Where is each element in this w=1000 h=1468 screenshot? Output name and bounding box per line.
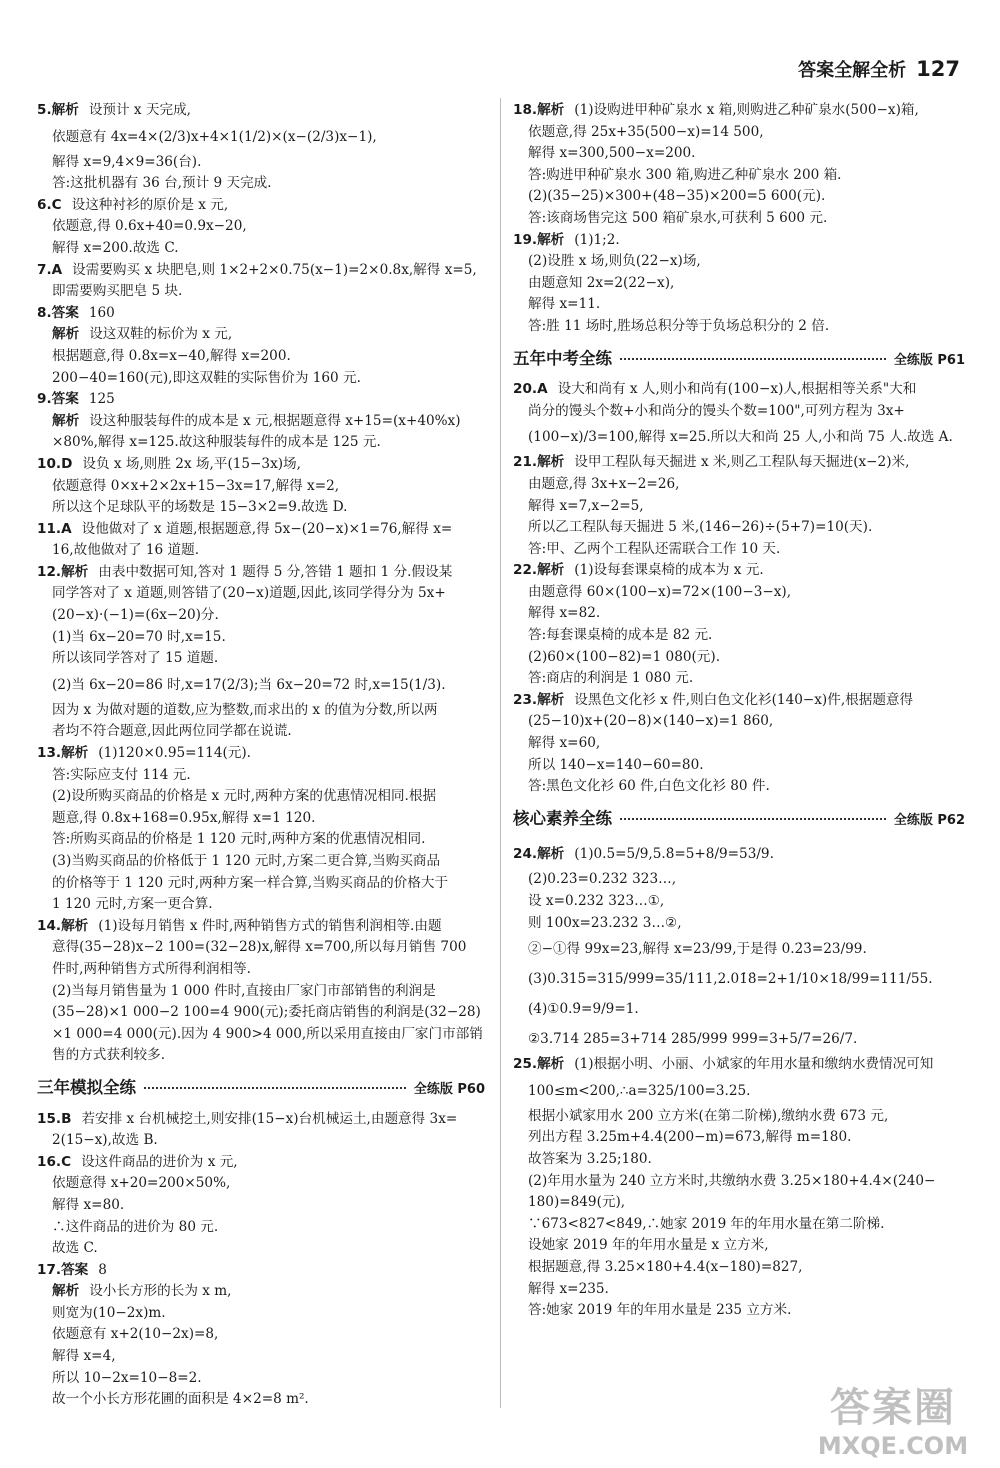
answer-text: 解得 x=9,4×9=36(台). (52, 153, 202, 170)
right-column (513, 100, 965, 1322)
answer-text: ×80%,解得 x=125.故这种服装每件的成本是 125 元. (52, 434, 381, 451)
answer-line (513, 186, 965, 208)
answer-text: (100−x)/3=100,解得 x=25.所以大和尚 25 人,小和尚 75 人.故选 A. (528, 429, 953, 446)
answer-line (37, 540, 485, 562)
answer-text: 设她家 2019 年的年用水量是 x 立方米, (528, 1237, 769, 1254)
answer-text: 设这种服装每件的成本是 x 元,根据题意得 x+15=(x+40%x) (89, 412, 461, 429)
answer-line (513, 582, 965, 604)
dotted-leader (144, 1087, 406, 1089)
answer-text: 则宽为(10−2x)m. (52, 1304, 166, 1321)
answer-text: 答:她家 2019 年的年用水量是 235 立方米. (528, 1302, 792, 1319)
answer-text: 答:该商场售完这 500 箱矿泉水,可获利 5 600 元. (528, 209, 828, 226)
answer-line (513, 913, 965, 935)
answer-text: 设这件商品的进价为 x 元, (81, 1153, 238, 1170)
answer-line (37, 1346, 485, 1368)
answer-line (513, 560, 965, 582)
answer-text: 同学答对了 x 道题,则答错了(20−x)道题,因此,该同学得分为 5x+ (52, 585, 446, 602)
answer-line (37, 808, 485, 830)
answer-text: 答:每套课桌椅的成本是 82 元. (528, 627, 713, 644)
answer-text: 故选 C. (52, 1240, 98, 1257)
answer-line (513, 517, 965, 539)
answer-text: ②−①得 99x=23,解得 x=23/99,于是得 0.2̇3̇=23/99. (528, 941, 867, 958)
answer-line (513, 1106, 965, 1128)
watermark-url: MXQE.COM (817, 1432, 969, 1460)
answer-text: 所以 10−2x=10−8=2. (52, 1369, 202, 1386)
answer-text: 解得 x=82. (528, 605, 601, 622)
answer-text: ×1 000=4 000(元).因为 4 900>4 000,所以采用直接由厂家门市部销 (52, 1025, 483, 1042)
section-title: 五年中考全练 (513, 348, 612, 368)
answer-line (37, 260, 485, 282)
question-label: 13.解析 (37, 745, 89, 762)
answer-text: 尚分的馒头个数+小和尚分的馒头个数=100",可列方程为 3x+ (528, 402, 905, 419)
answer-text: (1)0.5̇=5/9,5.8̇=5+8/9=53/9. (574, 846, 774, 863)
answer-line (37, 1045, 485, 1067)
section-title: 三年模拟全练 (37, 1077, 136, 1097)
section-heading (513, 348, 965, 372)
question-label: 21.解析 (513, 454, 565, 471)
question-label: 14.解析 (37, 917, 89, 934)
answer-line (513, 230, 965, 252)
answer-line (37, 1324, 485, 1346)
answer-text: 故一个小长方形花圃的面积是 4×2=8 m². (52, 1391, 309, 1408)
page-header (798, 56, 960, 82)
answer-line (37, 1281, 485, 1303)
answer-line (37, 122, 485, 152)
answer-text: 答:黑色文化衫 60 件,白色文化衫 80 件. (528, 778, 770, 795)
answer-text: (1)设购进甲种矿泉水 x 箱,则购进乙种矿泉水(500−x)箱, (574, 102, 919, 118)
answer-line (37, 583, 485, 605)
question-label: 19.解析 (513, 231, 565, 248)
answer-line (37, 829, 485, 851)
answer-text: 8 (98, 1261, 107, 1278)
answer-line (513, 1235, 965, 1257)
question-label: 12.解析 (37, 563, 89, 580)
answer-line (37, 851, 485, 873)
section-title: 核心素养全练 (513, 808, 612, 828)
answer-line (37, 100, 485, 122)
answer-line (37, 1173, 485, 1195)
answer-text: 所以乙工程队每天掘进 5 米,(146−26)÷(5+7)=10(天). (528, 519, 873, 536)
answer-line (513, 539, 965, 561)
answer-text: 设负 x 场,则胜 2x 场,平(15−3x)场, (82, 455, 301, 472)
question-label: 22.解析 (513, 562, 565, 579)
question-label: 23.解析 (513, 691, 565, 708)
answer-text: 依题意,得 25x+35(500−x)=14 500, (528, 123, 764, 140)
question-label: 15.B (37, 1110, 72, 1127)
answer-text: 答:所购买商品的价格是 1 120 元时,两种方案的优惠情况相同. (52, 831, 426, 848)
answer-text: (3)当购买商品的价格低于 1 120 元时,方案二更合算,当购买商品 (52, 853, 441, 869)
question-label: 11.A (37, 520, 72, 537)
answer-line (513, 143, 965, 165)
answer-text: 的价格等于 1 120 元时,两种方案一样合算,当购买商品的价格大于 (52, 874, 449, 891)
answer-text: 根据题意,得 0.8x=x−40,解得 x=200. (52, 347, 291, 364)
question-label: 解析 (52, 326, 80, 343)
answer-text: 由题意知 2x=2(22−x), (528, 274, 675, 291)
answer-text: 件时,两种销售方式所得利润相等. (52, 960, 251, 977)
answer-line (37, 743, 485, 765)
answer-line (513, 647, 965, 669)
answer-line (37, 303, 485, 325)
answer-line (513, 165, 965, 187)
answer-line (37, 959, 485, 981)
answer-text: 解得 x=300,500−x=200. (528, 145, 696, 162)
answer-text: (2)60×(100−82)=1 080(元). (528, 648, 721, 665)
answer-text: 设甲工程队每天掘进 x 米,则乙工程队每天掘进(x−2)米, (574, 454, 910, 471)
answer-line (513, 496, 965, 518)
answer-text: 由表中数据可知,答对 1 题得 5 分,答错 1 题扣 1 分.假设某 (98, 563, 453, 580)
dotted-leader (620, 818, 886, 820)
answer-text: 列出方程 3.25m+4.4(200−m)=673,解得 m=180. (528, 1129, 852, 1146)
answer-line (37, 1152, 485, 1174)
answer-line (513, 100, 965, 122)
answer-text: 则 100x=23.232 3…②, (528, 914, 682, 931)
answer-text: 解得 x=4, (52, 1348, 116, 1365)
answer-text: 解得 x=60, (528, 735, 601, 752)
answer-line (513, 1279, 965, 1301)
answer-line (37, 368, 485, 390)
answer-text: 所以 140−x=140−60=80. (528, 756, 704, 773)
answer-text: 答:甲、乙两个工程队还需联合工作 10 天. (528, 540, 781, 557)
answer-line (513, 401, 965, 423)
answer-text: ∴这件商品的进价为 80 元. (52, 1218, 219, 1235)
answer-line (37, 721, 485, 743)
answer-line (37, 454, 485, 476)
question-label: 20.A (513, 381, 548, 398)
answer-text: (2)当每月销售量为 1 000 件时,直接由厂家门市部销售的利润是 (52, 982, 436, 999)
dotted-leader (620, 358, 886, 360)
answer-line (37, 648, 485, 670)
answer-line (37, 1109, 485, 1131)
answer-line (513, 1076, 965, 1106)
question-label: 9.答案 (37, 391, 79, 408)
answer-text: 者均不符合题意,因此两位同学都在说谎. (52, 723, 292, 740)
answer-line (37, 1130, 485, 1152)
header-title: 答案全解全析 (798, 60, 907, 81)
answer-line (513, 1192, 965, 1214)
answer-text: (3)0.3̇15̇=315/999=35/111,2.01̇8̇=2+1/10×18/99=111/55. (528, 971, 933, 988)
answer-line (513, 379, 965, 401)
answer-line (37, 324, 485, 346)
section-heading (513, 808, 965, 832)
answer-text: 180)=849(元), (528, 1194, 626, 1211)
answer-text: (2)年用水量为 240 立方米时,共缴纳水费 3.25×180+4.4×(240− (528, 1172, 936, 1189)
answer-line (513, 1171, 965, 1193)
answer-text: 所以这个足球队平的场数是 15−3×2=9.故选 D. (52, 499, 348, 516)
answer-text: 依题意得 0×x+2×2x+15−3x=17,解得 x=2, (52, 477, 340, 494)
answer-line (513, 964, 965, 994)
section-page-ref: 全练版 P62 (893, 812, 965, 828)
answer-text: 解得 x=7,x−2=5, (528, 497, 644, 514)
answer-text: 设小长方形的长为 x m, (89, 1283, 232, 1300)
answer-line (37, 670, 485, 700)
question-label: 解析 (52, 412, 80, 429)
answer-line (37, 1368, 485, 1390)
answer-text: 售的方式获利较多. (52, 1047, 166, 1064)
answer-text: 依题意得 x+20=200×50%, (52, 1175, 231, 1192)
column-divider (500, 98, 501, 1408)
answer-line (513, 668, 965, 690)
answer-line (513, 891, 965, 913)
answer-line (513, 251, 965, 273)
answer-line (513, 1257, 965, 1279)
answer-text: 解得 x=200.故选 C. (52, 239, 179, 256)
question-label: 16.C (37, 1153, 72, 1170)
answer-text: (4)①0.9̇=9/9=1. (528, 1001, 639, 1018)
answer-line (37, 1195, 485, 1217)
answer-text: 设大和尚有 x 人,则小和尚有(100−x)人,根据相等关系"大和 (557, 381, 917, 398)
answer-text: (20−x)·(−1)=(6x−20)分. (52, 607, 219, 624)
answer-line (513, 452, 965, 474)
answer-text: 125 (88, 391, 115, 408)
answer-text: 100≤m<200,∴a=325/100=3.25. (528, 1082, 751, 1099)
answer-line (513, 603, 965, 625)
answer-line (37, 981, 485, 1003)
question-label: 8.答案 (37, 304, 79, 321)
answer-line (513, 208, 965, 230)
answer-text: (2)设所购买商品的价格是 x 元时,两种方案的优惠情况相同.根据 (52, 788, 437, 805)
answer-line (513, 316, 965, 338)
answer-text: (25−10)x+(20−8)×(140−x)=1 860, (528, 713, 774, 730)
answer-line (37, 519, 485, 541)
answer-text: 所以该同学答对了 15 道题. (52, 650, 219, 667)
answer-line (37, 1303, 485, 1325)
page-number: 127 (916, 57, 960, 81)
answer-text: 设黑色文化衫 x 件,则白色文化衫(140−x)件,根据题意得 (574, 691, 914, 708)
answer-line (37, 238, 485, 260)
answer-text: 根据小斌家用水 200 立方米(在第二阶梯),缴纳水费 673 元, (528, 1107, 889, 1124)
answer-text: 依题意有 4x=4×(2/3)x+4×1(1/2)×(x−(2/3)x−1), (52, 128, 377, 145)
answer-text: (1)1;2. (574, 231, 620, 248)
answer-line (513, 994, 965, 1024)
answer-line (37, 1002, 485, 1024)
answer-line (513, 733, 965, 755)
answer-text: 答:购进甲种矿泉水 300 箱,购进乙种矿泉水 200 箱. (528, 166, 842, 183)
question-label: 18.解析 (513, 102, 565, 118)
answer-text: (2)(35−25)×300+(48−35)×200=5 600(元). (528, 188, 826, 205)
answer-line (37, 216, 485, 238)
answer-text: (1)根据小明、小丽、小斌家的年用水量和缴纳水费情况可知 (574, 1056, 934, 1073)
answer-line (513, 273, 965, 295)
answer-line (37, 700, 485, 722)
answer-line (37, 389, 485, 411)
answer-line (513, 839, 965, 869)
answer-line (513, 1300, 965, 1322)
answer-text: 解得 x=11. (528, 296, 601, 313)
answer-line (513, 1214, 965, 1236)
answer-line (37, 873, 485, 895)
answer-text: (1)设每套课桌椅的成本为 x 元. (574, 562, 764, 579)
answer-line (513, 474, 965, 496)
answer-text: 依题意,得 0.6x+40=0.9x−20, (52, 218, 247, 235)
answer-line (37, 765, 485, 787)
answer-text: 由题意,得 3x+x−2=26, (528, 475, 680, 492)
answer-line (513, 755, 965, 777)
question-label: 24.解析 (513, 846, 565, 863)
answer-text: 意得(35−28)x−2 100=(32−28)x,解得 x=700,所以每月销售 700 (52, 939, 467, 956)
answer-line (513, 690, 965, 712)
answer-text: (35−28)×1 000−2 100=4 900(元);委托商店销售的利润是(32−28) (52, 1004, 481, 1021)
answer-text: 答:胜 11 场时,胜场总积分等于负场总积分的 2 倍. (528, 317, 830, 334)
answer-text: 因为 x 为做对题的道数,应为整数,而求出的 x 的值为分数,所以两 (52, 701, 438, 718)
answer-line (37, 411, 485, 433)
answer-line (513, 294, 965, 316)
answer-line (37, 173, 485, 195)
answer-text: 设他做对了 x 道题,根据题意,得 5x−(20−x)×1=76,解得 x= (81, 520, 453, 537)
answer-line (37, 1389, 485, 1411)
answer-text: 设这种衬衫的原价是 x 元, (71, 196, 229, 213)
answer-line (513, 869, 965, 891)
section-page-ref: 全练版 P60 (413, 1081, 485, 1097)
answer-line (37, 152, 485, 174)
answer-line (513, 1024, 965, 1054)
answer-line (513, 1127, 965, 1149)
answer-line (513, 776, 965, 798)
answer-text: 解得 x=80. (52, 1196, 125, 1213)
answer-line (37, 432, 485, 454)
watermark (808, 1384, 978, 1462)
answer-text: (2)设胜 x 场,则负(22−x)场, (528, 253, 701, 270)
answer-line (37, 786, 485, 808)
question-label: 17.答案 (37, 1261, 89, 1278)
answer-text: 即需要购买肥皂 5 块. (52, 283, 183, 300)
question-label: 6.C (37, 196, 62, 213)
answer-text: 设 x=0.232 323…①, (528, 893, 665, 909)
answer-line (513, 422, 965, 452)
answer-text: 答:这批机器有 36 台,预计 9 天完成. (52, 175, 272, 192)
answer-line (513, 711, 965, 733)
answer-text: ∵673<827<849,∴她家 2019 年的年用水量在第二阶梯. (528, 1215, 885, 1232)
answer-line (37, 605, 485, 627)
answer-text: 若安排 x 台机械挖土,则安排(15−x)台机械运土,由题意得 3x= (81, 1110, 458, 1127)
left-column (37, 100, 485, 1411)
answer-text: 设这双鞋的标价为 x 元, (89, 326, 233, 343)
answer-text: (2)0.2̇3̇=0.232 323…, (528, 871, 677, 888)
answer-line (37, 627, 485, 649)
answer-text: 解得 x=235. (528, 1280, 609, 1297)
question-label: 7.A (37, 261, 63, 278)
answer-text: 答:商店的利润是 1 080 元. (528, 670, 694, 687)
answer-line (37, 916, 485, 938)
answer-text: 依题意有 x+2(10−2x)=8, (52, 1326, 219, 1343)
answer-text: 16,故他做对了 16 道题. (52, 542, 200, 559)
answer-text: 题意,得 0.8x+168=0.95x,解得 x=1 120. (52, 809, 316, 826)
answer-text: 160 (88, 304, 115, 321)
answer-line (37, 894, 485, 916)
answer-text: 设预计 x 天完成, (88, 102, 192, 118)
answer-text: 故答案为 3.25;180. (528, 1150, 652, 1167)
answer-line (37, 346, 485, 368)
answer-line (513, 1149, 965, 1171)
watermark-logo: 答案圈 (830, 1385, 956, 1431)
answer-line (513, 934, 965, 964)
answer-text: 1 120 元时,方案一更合算. (52, 896, 213, 913)
question-label: 10.D (37, 455, 73, 472)
question-label: 解析 (52, 1283, 80, 1300)
answer-line (37, 1217, 485, 1239)
section-heading (37, 1077, 485, 1101)
answer-text: 根据题意,得 3.25×180+4.4(x−180)=827, (528, 1258, 803, 1275)
answer-text: ②3.7̇14 285̇=3+714 285/999 999=3+5/7=26/7. (528, 1031, 858, 1048)
answer-line (513, 625, 965, 647)
answer-line (37, 476, 485, 498)
answer-text: 设需要购买 x 块肥皂,则 1×2+2×0.75(x−1)=2×0.8x,解得 x=5, (72, 261, 477, 278)
answer-text: (1)设每月销售 x 件时,两种销售方式的销售利润相等.由题 (98, 917, 442, 934)
answer-text: (1)120×0.95=114(元). (98, 745, 251, 762)
answer-line (37, 1260, 485, 1282)
answer-line (37, 195, 485, 217)
answer-line (37, 1238, 485, 1260)
answer-line (37, 1024, 485, 1046)
answer-line (37, 281, 485, 303)
answer-text: 由题意得 60×(100−x)=72×(100−3−x), (528, 583, 792, 600)
answer-line (513, 122, 965, 144)
question-label: 25.解析 (513, 1056, 565, 1073)
answer-text: (1)当 6x−20=70 时,x=15. (52, 628, 226, 645)
answer-line (37, 562, 485, 584)
answer-line (37, 497, 485, 519)
section-page-ref: 全练版 P61 (893, 352, 965, 368)
answer-text: (2)当 6x−20=86 时,x=17(2/3);当 6x−20=72 时,x=15(1/3). (52, 676, 446, 693)
question-label: 5.解析 (37, 102, 79, 118)
answer-text: 2(15−x),故选 B. (52, 1132, 158, 1149)
answer-line (513, 1054, 965, 1076)
answer-text: 答:实际应支付 114 元. (52, 766, 191, 783)
answer-line (37, 937, 485, 959)
answer-text: 200−40=160(元),即这双鞋的实际售价为 160 元. (52, 369, 361, 386)
